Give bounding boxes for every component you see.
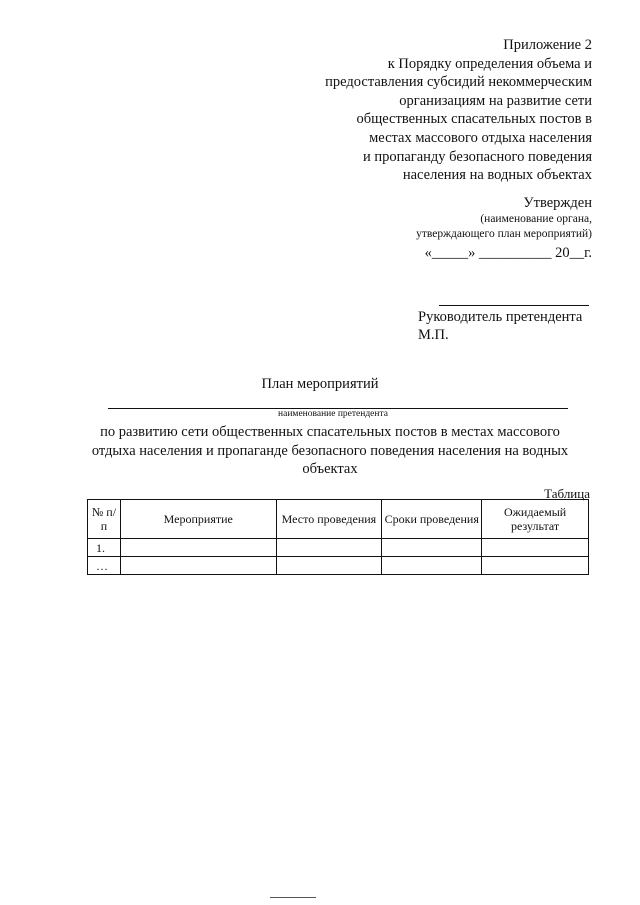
- stamp-label: М.П.: [418, 327, 449, 343]
- table-row: [88, 539, 589, 557]
- approval-note: (наименование органа,: [480, 213, 592, 225]
- appendix-line: общественных спасательных постов в: [356, 111, 592, 128]
- appendix-line: местах массового отдыха населения: [369, 129, 592, 146]
- table-cell: [382, 557, 482, 575]
- header-activity: Мероприятие: [120, 500, 276, 539]
- table-cell: [482, 557, 589, 575]
- table-label: Таблица: [544, 486, 590, 501]
- header-place: Место проведения: [276, 500, 382, 539]
- header-number: № п/п: [88, 500, 121, 539]
- appendix-line: Приложение 2: [503, 37, 592, 53]
- appendix-line: населения на водных объектах: [402, 167, 592, 184]
- appendix-line: предоставления субсидий некоммерческим: [325, 74, 592, 91]
- table-cell: [120, 539, 276, 557]
- table-row: [88, 557, 589, 575]
- appendix-line: к Порядку определения объема и: [387, 55, 592, 72]
- table-header-row: [88, 500, 589, 539]
- table-cell: 1.: [88, 539, 121, 557]
- purpose-line: по развитию сети общественных спасательных постов в местах массового: [100, 424, 560, 440]
- approval-title: Утвержден: [523, 195, 592, 211]
- table-cell: …: [88, 557, 121, 575]
- purpose-line: отдыха населения и пропаганде безопасного поведения населения на водных: [91, 442, 569, 459]
- signature-block: [418, 308, 582, 344]
- table-cell: [276, 557, 382, 575]
- signature-line: [439, 305, 589, 306]
- plan-table: [87, 499, 589, 575]
- header-result: Ожидаемый результат: [482, 500, 589, 539]
- approval-block: [272, 194, 592, 263]
- table-cell: [482, 539, 589, 557]
- appendix-line: организациям на развитие сети: [399, 92, 592, 109]
- appendix-line: и пропаганду безопасного поведения: [362, 148, 592, 165]
- approval-date: «_____» __________ 20__г.: [424, 245, 592, 261]
- table-cell: [276, 539, 382, 557]
- applicant-name-caption: наименование претендента: [278, 409, 388, 419]
- purpose-line: объектах: [302, 461, 358, 477]
- approval-note: утверждающего план мероприятий): [416, 228, 592, 240]
- table-cell: [382, 539, 482, 557]
- footer-mark: [270, 897, 316, 898]
- signature-role: Руководитель претендента: [418, 309, 583, 325]
- plan-purpose: [80, 423, 580, 479]
- header-timing: Сроки проведения: [382, 500, 482, 539]
- table-cell: [120, 557, 276, 575]
- appendix-block: [262, 36, 592, 185]
- plan-title: План мероприятий: [261, 376, 379, 392]
